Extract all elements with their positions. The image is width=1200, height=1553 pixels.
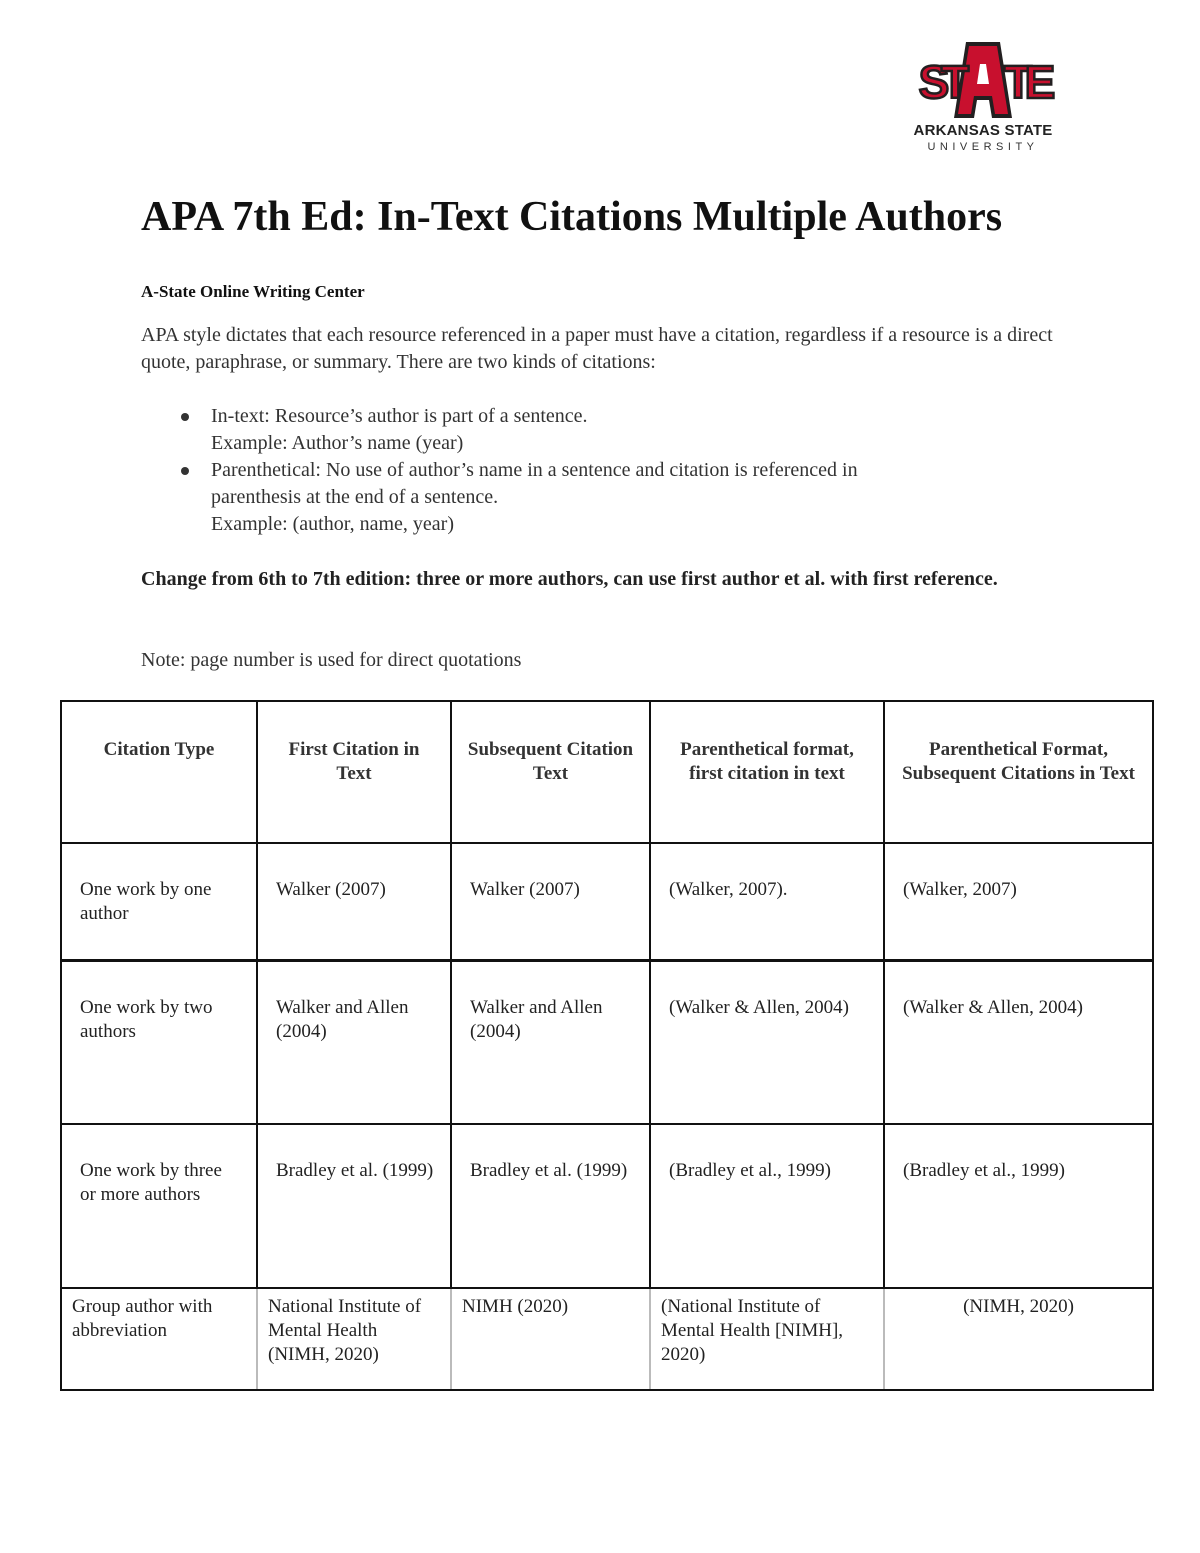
- logo-line-2: UNIVERSITY: [927, 141, 1039, 153]
- list-item: [141, 403, 1041, 457]
- page-subtitle: A-State Online Writing Center: [141, 282, 365, 301]
- column-header: Parenthetical Format, Subsequent Citations in Text: [884, 701, 1153, 843]
- table-cell: Group author with abbreviation: [61, 1288, 257, 1390]
- svg-text:S: S: [918, 56, 950, 108]
- svg-text:T: T: [940, 56, 970, 108]
- logo-line-1: ARKANSAS STATE: [913, 122, 1053, 139]
- list-item: [141, 457, 1041, 538]
- table-cell: Walker (2007): [451, 843, 650, 960]
- table-cell: (Walker & Allen, 2004): [650, 960, 884, 1124]
- table-header-row: [61, 701, 1153, 843]
- table-row: [61, 843, 1153, 960]
- svg-text:E: E: [1024, 56, 1056, 108]
- list-item-text: In-text: Resource’s author is part of a sentence.: [211, 405, 588, 427]
- citation-kinds-list: [141, 403, 1041, 538]
- table-cell: Bradley et al. (1999): [257, 1124, 451, 1288]
- table-cell: One work by one author: [61, 843, 257, 960]
- column-header: Subsequent Citation Text: [451, 701, 650, 843]
- page-number-note: Note: page number is used for direct quotations: [141, 649, 522, 671]
- table-cell: (National Institute of Mental Health [NIMH], 2020): [650, 1288, 884, 1390]
- table-cell: Bradley et al. (1999): [451, 1124, 650, 1288]
- table-cell: (Bradley et al., 1999): [884, 1124, 1153, 1288]
- table-cell: (Walker & Allen, 2004): [884, 960, 1153, 1124]
- intro-paragraph: APA style dictates that each resource referenced in a paper must have a citation, regardless if a resource is a direct quote, paraphrase, or summary. There are two kinds of citations:: [141, 324, 1053, 373]
- bullet-icon: [181, 413, 189, 421]
- page-title: APA 7th Ed: In-Text Citations Multiple Authors: [141, 194, 1003, 240]
- column-header: Citation Type: [61, 701, 257, 843]
- table-cell: Walker and Allen (2004): [451, 960, 650, 1124]
- edition-change-note: Change from 6th to 7th edition: three or more authors, can use first author et al. with first reference.: [141, 568, 998, 590]
- table-row: [61, 1124, 1153, 1288]
- table-cell: (NIMH, 2020): [884, 1288, 1153, 1390]
- citation-table: [60, 700, 1154, 1391]
- list-item-text: parenthesis at the end of a sentence.: [211, 486, 499, 508]
- bullet-icon: [181, 467, 189, 475]
- column-header: Parenthetical format, first citation in text: [650, 701, 884, 843]
- table-cell: National Institute of Mental Health (NIMH, 2020): [257, 1288, 451, 1390]
- list-item-text: Parenthetical: No use of author’s name in a sentence and citation is referenced in: [211, 459, 858, 481]
- table-cell: NIMH (2020): [451, 1288, 650, 1390]
- table-row: [61, 1288, 1153, 1390]
- svg-text:T: T: [1003, 56, 1033, 108]
- table-cell: (Walker, 2007): [884, 843, 1153, 960]
- table-cell: (Walker, 2007).: [650, 843, 884, 960]
- table-cell: One work by two authors: [61, 960, 257, 1124]
- list-item-text: Example: (author, name, year): [211, 513, 454, 535]
- list-item-text: Example: Author’s name (year): [211, 432, 464, 454]
- table-row: [61, 960, 1153, 1124]
- column-header: First Citation in Text: [257, 701, 451, 843]
- table-cell: (Bradley et al., 1999): [650, 1124, 884, 1288]
- state-wordmark-icon: [908, 38, 1058, 120]
- table-cell: Walker and Allen (2004): [257, 960, 451, 1124]
- table-cell: Walker (2007): [257, 843, 451, 960]
- university-logo: [908, 38, 1058, 158]
- table-cell: One work by three or more authors: [61, 1124, 257, 1288]
